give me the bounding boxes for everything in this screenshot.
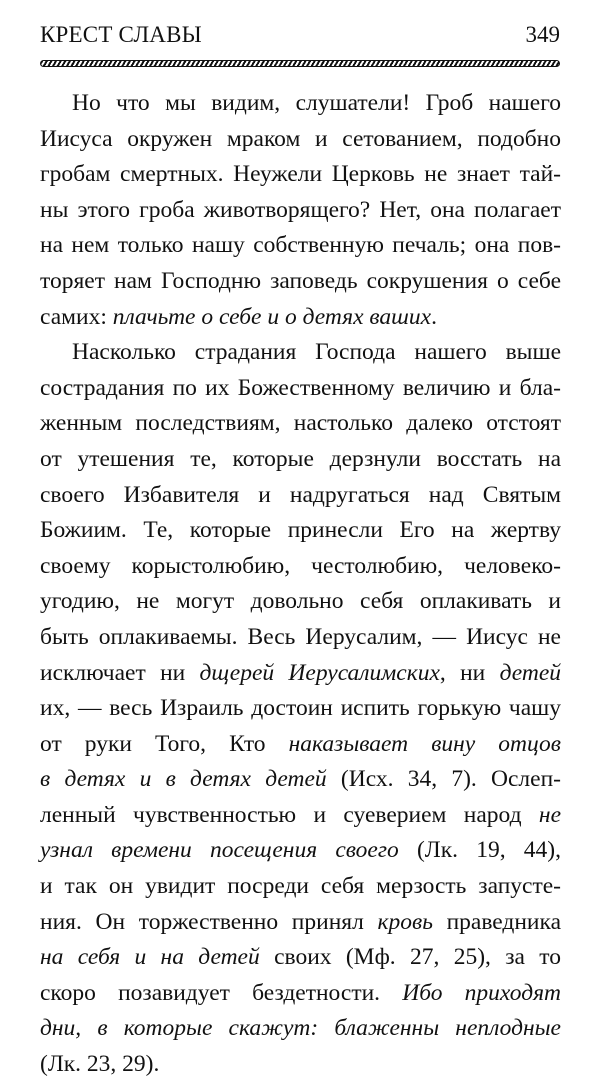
text-line <box>40 833 561 869</box>
italic-quote: не <box>538 801 561 828</box>
text-run: сострадания по их Божественному величию и бла- <box>40 374 561 401</box>
text-run: ны этого гроба животворящего? Нет, она полагает <box>40 196 561 223</box>
text-line <box>40 1047 561 1083</box>
text-run: гробам смертных. Неужели Церковь не знает тай- <box>40 161 561 188</box>
page-number: 349 <box>525 22 560 47</box>
text-run: , ни <box>439 659 500 686</box>
text-run: ленный чувственностью и суеверием народ <box>40 801 539 828</box>
text-line <box>40 513 561 549</box>
text-run: Но что мы видим, слушатели! Гроб нашего <box>72 90 561 116</box>
text-line <box>40 584 561 620</box>
paragraph <box>40 86 561 335</box>
italic-quote: узнал времени посещения своего <box>40 837 399 864</box>
rope-divider <box>40 60 560 67</box>
text-run: угодию, не могут довольно себя оплакивать и <box>40 588 561 615</box>
text-run: от утешения те, которые дерзнули восстать на <box>40 445 561 472</box>
text-run: быть оплакиваемы. Весь Иерусалим, — Иисус не <box>40 623 561 650</box>
text-line <box>40 157 561 193</box>
text-line <box>40 335 561 371</box>
text-run: своему корыстолюбию, честолюбию, человеко- <box>40 552 561 579</box>
text-run: праведника <box>432 908 562 935</box>
text-run: своего Избавителя и надругаться над Святым <box>40 481 561 508</box>
text-line <box>40 442 561 478</box>
text-run: Насколько страдания Господа нашего выше <box>72 339 561 366</box>
italic-quote: плачьте о себе и о детях ваших <box>112 303 432 330</box>
italic-quote: дщерей Иерусалимских <box>199 659 440 686</box>
text-run: самих: <box>40 303 113 330</box>
text-run: (Лк. 19, 44), <box>398 837 561 864</box>
text-line <box>40 406 561 442</box>
text-run: на нем только нашу собственную печаль; она пов- <box>40 232 561 259</box>
running-head-title: КРЕСТ СЛАВЫ <box>40 22 202 47</box>
italic-quote: дни, в которые скажут: блаженны неплодные <box>40 1015 561 1042</box>
italic-quote: Ибо приходят <box>402 979 561 1006</box>
text-line <box>40 86 561 122</box>
text-run: Божиим. Те, которые принесли Его на жертву <box>40 517 561 544</box>
text-run: своих (Мф. 27, 25), за то <box>259 944 562 971</box>
text-line <box>40 371 561 407</box>
text-line <box>40 300 561 336</box>
text-line <box>40 656 561 692</box>
text-run: ния. Он торжественно принял <box>40 908 378 935</box>
italic-quote: на себя и на детей <box>40 944 260 971</box>
text-line <box>40 798 561 834</box>
text-run: их, — весь Израиль достоин испить горькую чашу <box>40 695 561 722</box>
text-line <box>40 122 561 158</box>
text-line <box>40 691 561 727</box>
text-run: исключает ни <box>40 659 200 686</box>
text-line <box>40 549 561 585</box>
body-text <box>40 86 561 1083</box>
text-line <box>40 905 561 941</box>
italic-quote: детей <box>499 659 562 686</box>
italic-quote: в детях и в детях детей <box>40 766 327 793</box>
text-run: (Исх. 34, 7). Ослеп- <box>326 766 561 793</box>
italic-quote: кровь <box>377 908 433 935</box>
text-line <box>40 976 561 1012</box>
text-run: торяет нам Господню заповедь сокрушения о себе <box>40 267 561 294</box>
text-run: Иисуса окружен мраком и сетованием, подобно <box>40 125 561 152</box>
text-run: от руки Того, Кто <box>40 730 289 757</box>
text-line <box>40 264 561 300</box>
text-run: и так он увидит посреди себя мерзость запусте- <box>40 873 561 900</box>
text-line <box>40 620 561 656</box>
text-line <box>40 727 561 763</box>
text-line <box>40 228 561 264</box>
text-line <box>40 193 561 229</box>
text-run: женным последствиям, настолько далеко отстоят <box>40 410 561 437</box>
text-line <box>40 869 561 905</box>
text-line <box>40 478 561 514</box>
running-head <box>40 20 560 50</box>
text-run: (Лк. 23, 29). <box>40 1051 160 1078</box>
text-line <box>40 1011 561 1047</box>
text-run: . <box>431 303 437 330</box>
text-run: скоро позавидует бездетности. <box>40 979 403 1006</box>
text-line <box>40 762 561 798</box>
italic-quote: наказывает вину отцов <box>288 730 561 757</box>
